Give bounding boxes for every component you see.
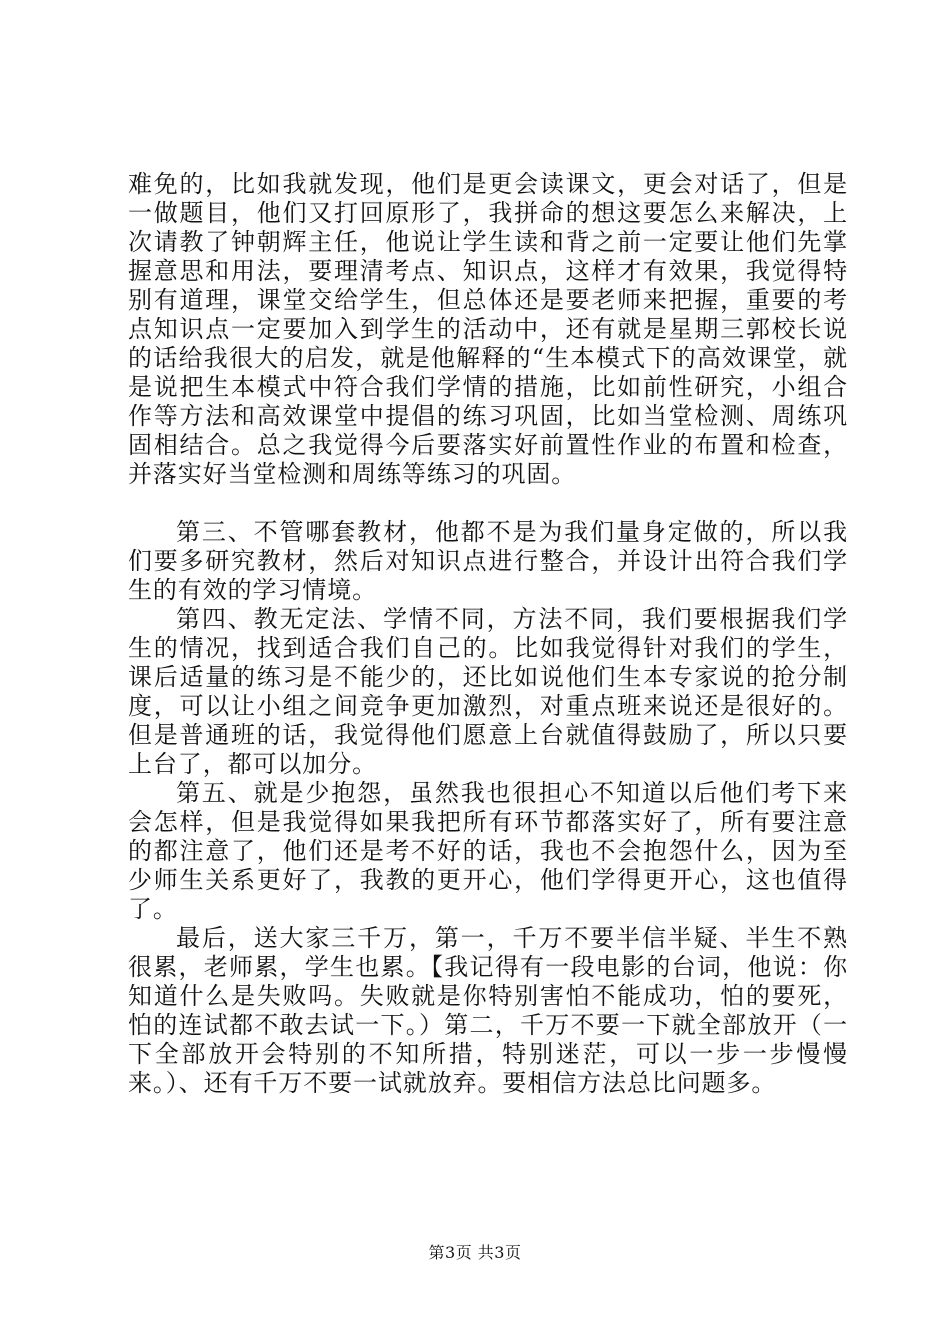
page-number-footer: 第3页 共3页	[428, 1243, 522, 1262]
paragraph-conclusion: 最后，送大家三千万，第一，千万不要半信半疑、半生不熟很累，老师累，学生也累。【我记得有一段电影的台词，他说：你知道什么是失败吗。失败就是你特别害怕不能成功，怕的要死，怕的连试都不敢去试一下。）第二，千万不要一下就全部放开（一下全部放开会特别的不知所措，特别迷茫，可以一步一步慢慢来。）、还有千万不要一试就放弃。要相信方法总比问题多。	[128, 924, 848, 1097]
document-body	[128, 170, 848, 1098]
paragraph-fourth-point: 第四、教无定法、学情不同，方法不同，我们要根据我们学生的情况，找到适合我们自己的。比如我觉得针对我们的学生，课后适量的练习是不能少的，还比如说他们生本专家说的抢分制度，可以让小组之间竞争更加激烈，对重点班来说还是很好的。但是普通班的话，我觉得他们愿意上台就值得鼓励了，所以只要上台了，都可以加分。	[128, 605, 848, 778]
paragraph-third-point: 第三、不管哪套教材，他都不是为我们量身定做的，所以我们要多研究教材，然后对知识点进行整合，并设计出符合我们学生的有效的学习情境。	[128, 518, 848, 604]
paragraph-continuation: 难免的，比如我就发现，他们是更会读课文，更会对话了，但是一做题目，他们又打回原形了，我拼命的想这要怎么来解决，上次请教了钟朝辉主任，他说让学生读和背之前一定要让他们先掌握意思和用法，要理清考点、知识点，这样才有效果，我觉得特别有道理，课堂交给学生，但总体还是要老师来把握，重要的考点知识点一定要加入到学生的活动中，还有就是星期三郭校长说的话给我很大的启发，就是他解释的“生本模式下的高效课堂，就是说把生本模式中符合我们学情的措施，比如前性研究，小组合作等方法和高效课堂中提倡的练习巩固，比如当堂检测、周练巩固相结合。总之我觉得今后要落实好前置性作业的布置和检查，并落实好当堂检测和周练等练习的巩固。	[128, 170, 848, 488]
paragraph-fifth-point: 第五、就是少抱怨，虽然我也很担心不知道以后他们考下来会怎样，但是我觉得如果我把所有环节都落实好了，所有要注意的都注意了，他们还是考不好的话，我也不会抱怨什么，因为至少师生关系更好了，我教的更开心，他们学得更开心，这也值得了。	[128, 779, 848, 923]
paragraph-gap	[128, 489, 848, 518]
